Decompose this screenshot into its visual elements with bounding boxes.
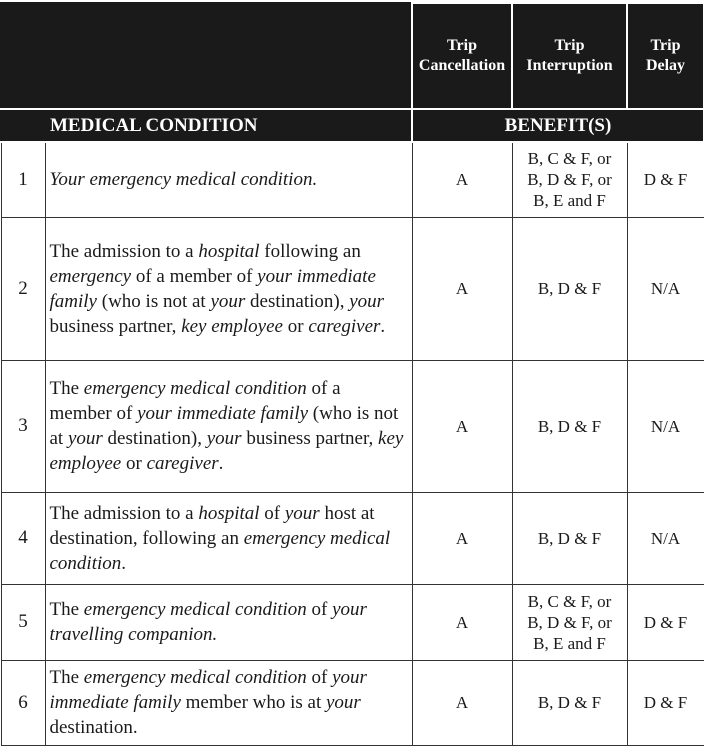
row-number: 2: [1, 217, 45, 360]
table-row: [1, 660, 704, 745]
row-number: 1: [1, 142, 45, 217]
header-trip-cancellation-line1: Trip: [447, 37, 477, 54]
medical-condition-cell: The emergency medical condition of a member of your immediate family (who is not at your destination), your business partner, key employee or caregiver.: [45, 360, 412, 492]
trip-interruption-cell: [512, 142, 627, 217]
medical-condition-heading: MEDICAL CONDITION: [1, 109, 412, 142]
table-row: [1, 492, 704, 584]
trip-cancellation-cell: A: [412, 217, 512, 360]
trip-cancellation-cell: A: [412, 142, 512, 217]
column-header-row: [1, 3, 704, 109]
trip-cancellation-cell: A: [412, 360, 512, 492]
trip-interruption-line: B, C & F, or: [527, 591, 612, 611]
header-trip-cancellation: [412, 3, 512, 109]
table-row: [1, 360, 704, 492]
sub-header-row: [1, 109, 704, 142]
trip-interruption-line: B, D & F, or: [527, 170, 612, 190]
trip-interruption-line: B, E and F: [533, 191, 606, 211]
table-row: [1, 142, 704, 217]
row-number: 6: [1, 660, 45, 745]
header-blank-cell: [1, 3, 412, 109]
trip-interruption-line: B, D & F: [537, 528, 602, 548]
trip-interruption-line: B, C & F, or: [527, 149, 612, 169]
trip-interruption-cell: [512, 217, 627, 360]
header-trip-delay-line2: Delay: [645, 57, 686, 74]
trip-delay-cell: D & F: [627, 660, 704, 745]
trip-delay-cell: D & F: [627, 142, 704, 217]
trip-interruption-line: B, E and F: [533, 633, 606, 653]
medical-condition-benefits-table: [0, 2, 704, 746]
trip-interruption-line: B, D & F, or: [527, 612, 612, 632]
trip-interruption-line: B, D & F: [537, 693, 602, 712]
trip-interruption-line: B, D & F: [537, 416, 602, 436]
table-row: [1, 584, 704, 660]
header-trip-delay-line1: Trip: [650, 37, 681, 54]
trip-cancellation-cell: A: [412, 492, 512, 584]
medical-condition-cell: The emergency medical condition of your travelling companion.: [45, 584, 412, 660]
medical-condition-cell: Your emergency medical condition.: [45, 142, 412, 217]
trip-interruption-cell: [512, 584, 627, 660]
header-trip-interruption-line1: Trip: [554, 37, 585, 54]
medical-condition-cell: The emergency medical condition of your immediate family member who is at your destination.: [45, 660, 412, 745]
row-number: 3: [1, 360, 45, 492]
header-trip-cancellation-line2: Cancellation: [418, 57, 506, 74]
trip-interruption-cell: [512, 660, 627, 745]
trip-delay-cell: D & F: [627, 584, 704, 660]
benefits-heading: BENEFIT(S): [412, 109, 704, 142]
trip-delay-cell: N/A: [627, 360, 704, 492]
header-trip-delay: [627, 3, 704, 109]
trip-interruption-cell: [512, 360, 627, 492]
header-trip-interruption-line2: Interruption: [526, 57, 613, 74]
table-body: [1, 142, 704, 745]
table-row: [1, 217, 704, 360]
medical-condition-cell: The admission to a hospital following an emergency of a member of your immediate family (who is not at your destination), your business partner, key employee or caregiver.: [45, 217, 412, 360]
trip-delay-cell: N/A: [627, 492, 704, 584]
medical-condition-cell: The admission to a hospital of your host at destination, following an emergency medical condition.: [45, 492, 412, 584]
trip-interruption-cell: [512, 492, 627, 584]
header-trip-interruption: [512, 3, 627, 109]
trip-cancellation-cell: A: [412, 660, 512, 745]
trip-delay-cell: N/A: [627, 217, 704, 360]
trip-interruption-line: B, D & F: [537, 279, 602, 298]
row-number: 4: [1, 492, 45, 584]
row-number: 5: [1, 584, 45, 660]
trip-cancellation-cell: A: [412, 584, 512, 660]
